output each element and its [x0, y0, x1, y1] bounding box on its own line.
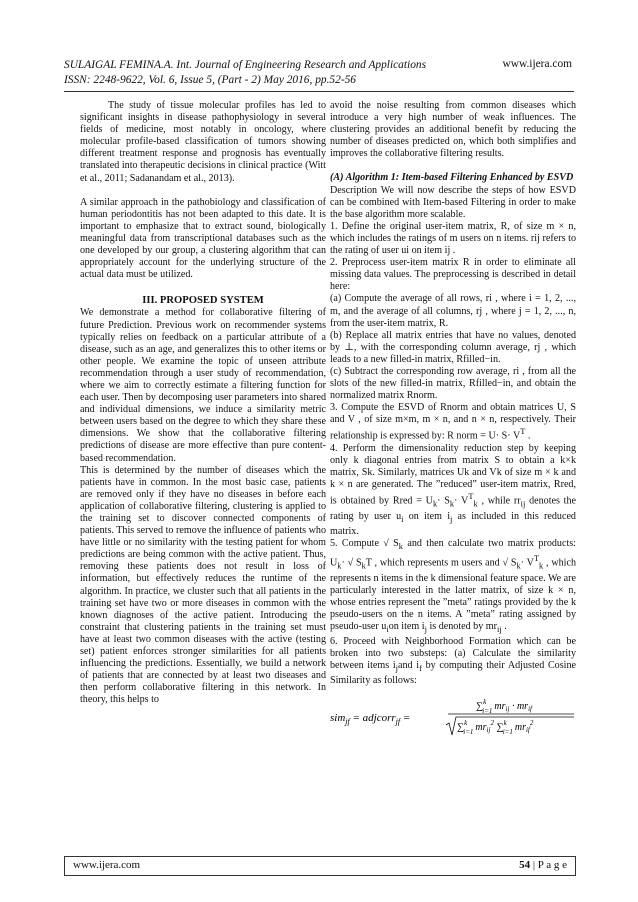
step-2a: (a) Compute the average of all rows, ri , where i = 1, 2, ..., m, and the average of all columns, rj , where j = 1, 2, ..., n, from the user-item matrix, R.: [330, 293, 576, 329]
paragraph: A similar approach in the pathobiology and classification of human periodontitis has not been adapted to this date. It is important to emphasize that to extract sound, biologically meaningful data from transcriptional databases such as the one developed by our group, a clustering algorithm that can appropriately account for the underlying structure of the actual data must be utilized.: [80, 196, 326, 281]
footer-url[interactable]: www.ijera.com: [73, 859, 141, 871]
section-heading: III. PROPOSED SYSTEM: [142, 295, 264, 307]
header-divider: [64, 91, 574, 92]
running-header: [64, 58, 574, 88]
step-2: 2. Preprocess user-item matrix R in order to eliminate all missing data values. The preprocessing is described in detail here:: [330, 257, 576, 293]
step-1: 1. Define the original user-item matrix, R, of size m × n, which includes the ratings of m users on n items. rij refers to the rating of user ui on item ij .: [330, 220, 576, 257]
equation-graphic: [330, 695, 576, 739]
algorithm-description: Description We will now describe the steps of how ESVD can be combined with Item-based Filtering in order to make the base algorithm more scalable.: [330, 184, 576, 220]
spacer: [80, 281, 326, 293]
header-url: www.ijera.com: [502, 58, 572, 70]
equation-numerator: ∑$^k$ i=1 $mr_{ij} \cdot mr_{if}$: [476, 698, 532, 716]
step-2b: (b) Replace all matrix entries that have no values, denoted by ⊥, with the corresponding column average, rj , which leads to a new filled-in matrix, Rfilled−in.: [330, 329, 576, 365]
journal-citation: SULAIGAL FEMINA.A. Int. Journal of Engineering Research and Applications: [64, 59, 427, 71]
step-2c: (c) Subtract the corresponding row average, ri , from all the slots of the new filled-in matrix, Rfilled−in, and obtain the normalized matrix Rnorm.: [330, 365, 576, 402]
equation-denominator: ∑$^k$ i=1 $mr_{ij}^2$ ∑$^k$ i=1 $mr_{if}^2$: [457, 719, 534, 737]
page-number: 54 | P a g e: [519, 859, 567, 871]
page-footer: [64, 856, 576, 876]
equation-lhs: sim$_{jf}$ = adjcorr$_{jf}$ =: [330, 712, 411, 727]
step-4: 4. Perform the dimensionality reduction step by keeping only k diagonal entries from matrix S to obtain a k×k matrix, Sk. Similarly, matrices Uk and Vk of size m × k and k × n are generated. The ”reduced” user-item matrix, Rred, is obtained by Rred = $U_k\cdot S_k\cdot V^T_k$ , while $rr_{ij}$ denotes the rating by user $u_i$ on item $i_j$ as included in this reduced matrix.: [330, 442, 576, 537]
subsection-heading: (A) Algorithm 1: Item-based Filtering Enhanced by ESVD: [330, 172, 574, 184]
spacer: [330, 160, 576, 172]
left-column: [80, 100, 326, 707]
paragraph: We demonstrate a method for collaborative filtering of future Prediction. Previous work on recommender systems typically relies on feedback on a particular attribute of a disease, such as an age, and generalizes this to other items or other people. We examine the topic of unseen attribute recommendation through a user study of recommendation, where we aim to correctly estimate a filtering function for each user. Then by decomposing user parameters into shared and individual dimensions, we induce a similarity metric between users based on the degree to which they share these dimensions. We show that the collaborative filtering predictions of disease are more effective than pure content-based recommendation.: [80, 307, 326, 464]
paragraph: avoid the noise resulting from common diseases which introduce a very high number of weak influences. The clustering provides an additional benefit by reducing the number of diseases predicted on, which both simplifies and improves the collaborative filtering results.: [330, 100, 576, 160]
step-3: 3. Compute the ESVD of Rnorm and obtain matrices U, S and V , of size m×m, m × n, and n × n, respectively. Their relationship is expressed by: R norm = $U\cdot S\cdot V^T$ .: [330, 402, 576, 442]
step-5: 5. Compute √ $S_k$ and then calculate two matrix products: $U_k\cdot$ √ $S_kT$ , which represents m users and √ $S_k\cdot V^T_k$ , which represents n items in the k dimensional feature space. We are particularly interested in the latter matrix, of size k × n, whose entries represent the ”meta” ratings provided by the k pseudo-users on the n items. A ”meta” rating assigned by pseudo-user $u_ion$ item $i_j$ is denoted by $mr_{ij}$ .: [330, 537, 576, 634]
step-6: 6. Proceed with Neighborhood Formation which can be broken into two substeps: (a) Calculate the similarity between items $i_jand$ $i_f$ by computing their Adjusted Cosine Similarity as follows:: [330, 636, 576, 687]
similarity-equation: [330, 695, 576, 739]
paragraph: The study of tissue molecular profiles has led to significant insights in disease pathophysiology in several fields of medicine, most notably in oncology, where molecular profile-based classification of tumors showing different treatment response and prognosis has eventually translated into therapeutic decisions in clinical practice (Witt et al., 2011; Sadanandam et al., 2013).: [80, 100, 326, 184]
issn-line: ISSN: 2248-9622, Vol. 6, Issue 5, (Part - 2) May 2016, pp.52-56: [64, 74, 357, 86]
paragraph: This is determined by the number of diseases which the patients have in common. In the most basic case, patients are removed only if they have no diseases in before each application of collaborative filtering, clustering is applied to the training set to discover connected components of patients. This served to remove the influence of patients who have little or no similarity with the testing patient for whom predictions are being common with the active patient. Thus, removing these patients does not result in loss of information, but effectively reduces the runtime of the algorithm. In practice, we cluster such that all patients in the training set have two or more diseases in common with the known diagnoses of the active patient. Introducing the constraint that clustering patients in the training set must have at least two common diseases with the active (testing set) patient enforces stronger similarities for all patients influencing the predictions. Essentially, we build a network of patients that are connected by at least two diseases and then perform collaborative filtering in this network. In theory, this helps to: [80, 464, 326, 706]
spacer: [80, 185, 326, 197]
right-column: [330, 100, 576, 739]
